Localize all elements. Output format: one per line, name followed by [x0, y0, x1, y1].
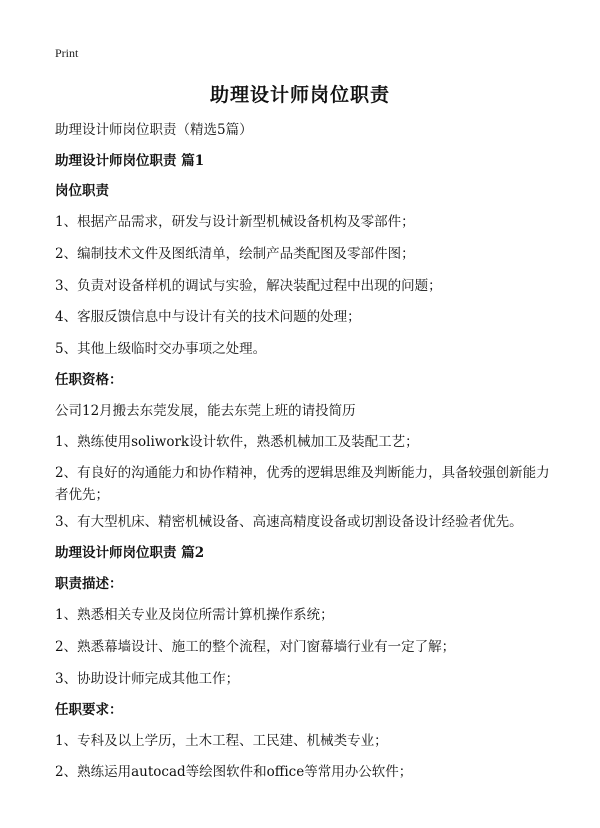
section-heading: 助理设计师岗位职责 篇1 [55, 153, 205, 169]
list-item: 1、熟悉相关专业及岗位所需计算机操作系统； [55, 607, 334, 623]
list-item: 公司12月搬去东莞发展，能去东莞上班的请投简历 [55, 403, 356, 419]
block-heading: 任职资格： [55, 372, 123, 388]
list-item: 4、客服反馈信息中与设计有关的技术问题的处理； [55, 309, 361, 325]
list-item: 1、专科及以上学历，土木工程、工民建、机械类专业； [55, 733, 388, 749]
document-title: 助理设计师岗位职责 [209, 84, 390, 106]
list-item: 3、有大型机床、精密机械设备、高速高精度设备或切割设备设计经验者优先。 [55, 514, 523, 530]
block-heading: 职责描述： [55, 576, 123, 592]
section-heading: 助理设计师岗位职责 篇2 [55, 545, 205, 561]
list-item: 3、负责对设备样机的调试与实验，解决装配过程中出现的问题； [55, 278, 442, 294]
list-item: 2、熟练运用autocad等绘图软件和office等常用办公软件； [55, 764, 413, 780]
list-item: 5、其他上级临时交办事项之处理。 [55, 341, 267, 357]
list-item: 1、根据产品需求，研发与设计新型机械设备机构及零部件； [55, 214, 415, 230]
list-item: 2、编制技术文件及图纸清单，绘制产品类配图及零部件图； [55, 246, 415, 262]
print-link[interactable]: Print [55, 46, 79, 60]
document-subtitle: 助理设计师岗位职责（精选5篇） [55, 122, 253, 138]
list-item: 2、熟悉幕墙设计、施工的整个流程，对门窗幕墙行业有一定了解； [55, 639, 456, 655]
block-heading: 岗位职责 [55, 183, 109, 199]
list-item: 1、熟练使用soliwork设计软件，熟悉机械加工及装配工艺； [55, 434, 419, 450]
block-heading: 任职要求： [55, 702, 123, 718]
list-item: 2、有良好的沟通能力和协作精神，优秀的逻辑思维及判断能力，具备较强创新能力者优先； [55, 465, 550, 503]
list-item: 3、协助设计师完成其他工作； [55, 671, 240, 687]
